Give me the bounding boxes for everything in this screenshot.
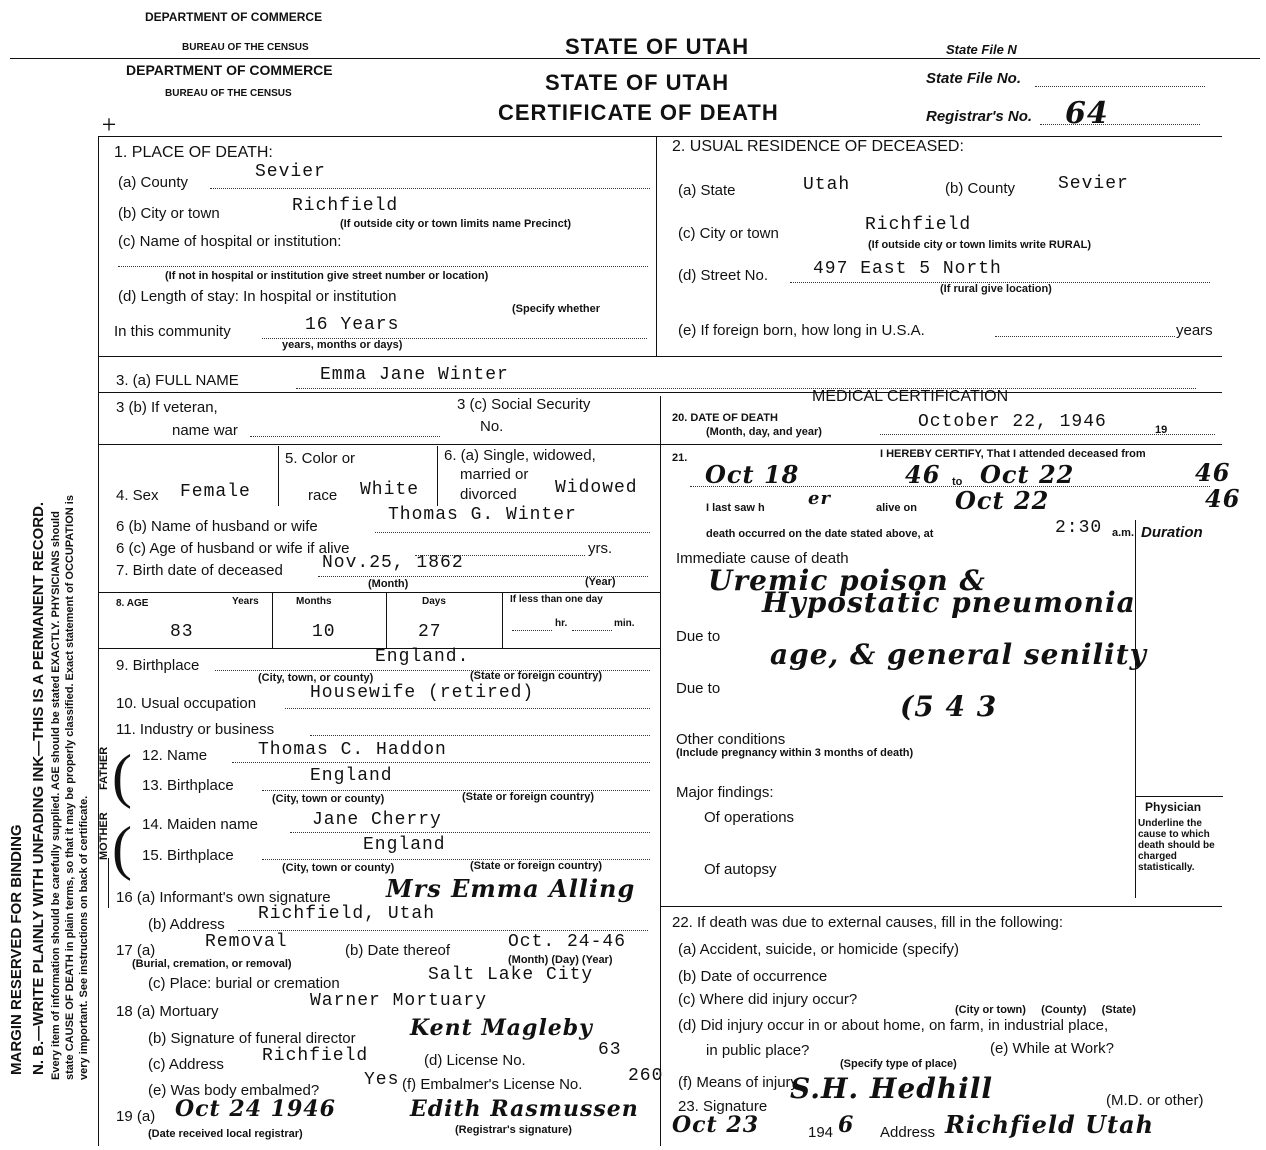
from-year: 46	[905, 460, 941, 489]
mother-birth-label: 15. Birthplace	[142, 847, 234, 864]
mortuary-value: Warner Mortuary	[310, 991, 488, 1011]
disposal-date: Oct. 24-46	[508, 932, 627, 952]
lastsaw-year: 46	[1205, 484, 1241, 513]
marital-value: Widowed	[555, 478, 638, 498]
due2-value: (5 4 3	[900, 690, 998, 723]
embalmer-label: (f) Embalmer's License No.	[402, 1076, 583, 1093]
community-label: In this community	[114, 323, 231, 340]
min-label: min.	[614, 618, 635, 629]
spouse-value: Thomas G. Winter	[388, 505, 577, 525]
sig23-year-hand: 6	[838, 1112, 855, 1138]
disposal-value: Removal	[205, 932, 288, 952]
sig23-address-label: Address	[880, 1124, 936, 1141]
time-value: 2:30	[1055, 518, 1103, 538]
sig23-address: Richfield Utah	[945, 1110, 1155, 1139]
ss-label: 3 (c) Social Security	[457, 396, 591, 413]
age-months-label: Months	[296, 596, 332, 607]
years-label: years	[1176, 322, 1213, 339]
father-state-note: (State or foreign country)	[462, 791, 595, 803]
res-city-label: (c) City or town	[678, 225, 779, 242]
registrar-no: 64	[1065, 96, 1109, 131]
birthplace-label: 9. Birthplace	[116, 657, 200, 674]
bureau: BUREAU OF THE CENSUS	[165, 88, 292, 99]
father-birth-label: 13. Birthplace	[142, 777, 234, 794]
work-label: (e) While at Work?	[990, 1040, 1114, 1057]
residence-heading: 2. USUAL RESIDENCE OF DECEASED:	[672, 138, 964, 155]
other-note: (Include pregnancy within 3 months of death)	[676, 747, 914, 759]
disposal-place: Salt Lake City	[428, 965, 594, 985]
race-label: race	[308, 487, 338, 504]
due1-value: age, & general senility	[770, 638, 1147, 671]
birth-year-note: (Year)	[585, 576, 616, 588]
age-years-value: 83	[170, 622, 194, 642]
city-county-state: (City or town) (County) (State)	[955, 1004, 1136, 1016]
mortuary-label: 18 (a) Mortuary	[116, 1003, 219, 1020]
sig23-label: 23. Signature	[678, 1098, 768, 1115]
city-value: Richfield	[292, 196, 399, 216]
disposal-note: (Burial, cremation, or removal)	[132, 958, 292, 970]
city-label: (b) City or town	[118, 205, 220, 222]
dod-label-1: 20. DATE OF DEATH	[672, 412, 778, 424]
mother-state-note: (State or foreign country)	[470, 860, 603, 872]
race-value: White	[360, 480, 420, 500]
bleed-department: DEPARTMENT OF COMMERCE	[145, 10, 323, 24]
sex-value: Female	[180, 482, 251, 502]
community-note: years, months or days)	[282, 339, 403, 351]
margin-note-2: state CAUSE OF DEATH in plain terms, so that it may be properly classified. Exact statement of OCCUPATION is	[64, 495, 76, 1080]
sig23-value: S.H. Hedhill	[790, 1072, 994, 1105]
informant-sig: Mrs Emma Alling	[386, 874, 636, 903]
birthplace-value: England.	[375, 647, 470, 667]
yrs-label: yrs.	[588, 540, 613, 557]
received-label: 19 (a)	[116, 1108, 156, 1125]
hospital-label: (c) Name of hospital or institution:	[118, 233, 342, 250]
registrar-label: Registrar's No.	[926, 108, 1033, 125]
war-label: name war	[172, 422, 238, 439]
color-label: 5. Color or	[285, 450, 356, 467]
age-label: 8. AGE	[116, 598, 149, 609]
stay-label: (d) Length of stay: In hospital or institution	[118, 288, 397, 305]
cause-1: Uremic poison &	[708, 564, 986, 597]
major-label: Major findings:	[676, 784, 774, 801]
mother-side-label: MOTHER	[98, 812, 110, 860]
industry-label: 11. Industry or business	[116, 721, 275, 738]
operations-label: Of operations	[704, 809, 795, 826]
lessday-label: If less than one day	[510, 594, 603, 605]
margin-note-1: Every item of information should be carefully supplied. AGE should be stated EXACTLY. PHYSICIANS should	[50, 511, 62, 1080]
certificate-title: CERTIFICATE OF DEATH	[498, 100, 779, 125]
dod-label-2: (Month, day, and year)	[706, 426, 822, 438]
street-label: (d) Street No.	[678, 267, 769, 284]
marital-label-1: 6. (a) Single, widowed,	[444, 447, 596, 464]
to-year: 46	[1195, 458, 1231, 487]
director-sig: Kent Magleby	[410, 1015, 593, 1041]
certify-text: I HEREBY CERTIFY, That I attended deceased from	[880, 448, 1146, 460]
age-days-label: Days	[422, 596, 446, 607]
occurred-label: death occurred on the date stated above, at	[706, 528, 934, 540]
md-label: (M.D. or other)	[1106, 1092, 1204, 1109]
bleed-bureau: BUREAU OF THE CENSUS	[182, 42, 309, 53]
street-note: (If rural give location)	[940, 283, 1052, 295]
place-of-death-heading: 1. PLACE OF DEATH:	[114, 144, 273, 161]
age-years-label: Years	[232, 596, 259, 607]
due1-label: Due to	[676, 628, 721, 645]
sig23-date: Oct 23	[672, 1112, 759, 1138]
lastsaw-date: Oct 22	[955, 486, 1050, 515]
embalmer-value: 260	[628, 1066, 664, 1086]
spouse-age-label: 6 (c) Age of husband or wife if alive	[116, 540, 350, 557]
medical-heading: MEDICAL CERTIFICATION	[812, 388, 1009, 405]
res-county-value: Sevier	[1058, 174, 1129, 194]
ss-no-label: No.	[480, 418, 504, 435]
injury-where-label: (c) Where did injury occur?	[678, 991, 858, 1008]
specify-place: (Specify type of place)	[840, 1058, 957, 1070]
age-months-value: 10	[312, 622, 336, 642]
state-file-label: State File No.	[926, 70, 1022, 87]
mother-maiden-value: Jane Cherry	[312, 810, 442, 830]
marital-label-3: divorced	[460, 486, 517, 503]
external-heading: 22. If death was due to external causes, fill in the following:	[672, 914, 1064, 931]
occurrence-label: (b) Date of occurrence	[678, 968, 828, 985]
birth-value: Nov.25, 1862	[322, 553, 464, 573]
father-name-value: Thomas C. Haddon	[258, 740, 447, 760]
dod-value: October 22, 1946	[918, 412, 1107, 432]
received-note: (Date received local registrar)	[148, 1128, 303, 1140]
fullname-label: 3. (a) FULL NAME	[116, 372, 239, 389]
from-date: Oct 18	[705, 460, 800, 489]
father-side-label: FATHER	[98, 746, 110, 790]
birth-month-note: (Month)	[368, 578, 409, 590]
to-date: Oct 22	[980, 460, 1075, 489]
birthplace-state-note: (State or foreign country)	[470, 670, 603, 682]
margin-binding: MARGIN RESERVED FOR BINDING	[8, 824, 25, 1075]
informant-sig-label: 16 (a) Informant's own signature	[116, 889, 331, 906]
bleed-file: State File N	[946, 42, 1017, 57]
accident-label: (a) Accident, suicide, or homicide (specify)	[678, 941, 959, 958]
hospital-note: (If not in hospital or institution give street number or location)	[165, 270, 489, 282]
certify-num: 21.	[672, 452, 688, 464]
am-label: a.m.	[1112, 527, 1135, 539]
physician-note: Underline the cause to which death should be charged statistically.	[1138, 818, 1215, 873]
specify-note: (Specify whether	[512, 303, 601, 315]
injury-home-label: (d) Did injury occur in or about home, on farm, in industrial place,	[678, 1017, 1109, 1034]
mother-city-note: (City, town or county)	[282, 862, 395, 874]
veteran-label: 3 (b) If veteran,	[116, 399, 218, 416]
res-county-label: (b) County	[945, 180, 1016, 197]
state-title: STATE OF UTAH	[545, 70, 730, 95]
director-label: (b) Signature of funeral director	[148, 1030, 356, 1047]
birth-label: 7. Birth date of deceased	[116, 562, 283, 579]
city-note: (If outside city or town limits name Precinct)	[340, 218, 572, 230]
spouse-label: 6 (b) Name of husband or wife	[116, 518, 318, 535]
public-label: in public place?	[706, 1042, 810, 1059]
disposal-date-note: (Month) (Day) (Year)	[508, 954, 613, 966]
embalmed-label: (e) Was body embalmed?	[148, 1082, 320, 1099]
lastsaw-mid: alive on	[876, 502, 917, 514]
margin-mark: +	[100, 110, 118, 139]
duration-label: Duration	[1141, 524, 1203, 541]
registrar-sig: Edith Rasmussen	[410, 1096, 639, 1122]
lastsaw-label: I last saw h	[706, 502, 765, 514]
fullname-value: Emma Jane Winter	[320, 365, 509, 385]
registrar-note: (Registrar's signature)	[455, 1124, 572, 1136]
father-birth-value: England	[310, 766, 393, 786]
disposal-place-label: (c) Place: burial or cremation	[148, 975, 340, 992]
other-label: Other conditions	[676, 731, 786, 748]
mother-birth-value: England	[363, 835, 446, 855]
mother-maiden-label: 14. Maiden name	[142, 816, 258, 833]
to-label: to	[952, 476, 963, 488]
immediate-label: Immediate cause of death	[676, 550, 849, 567]
autopsy-label: Of autopsy	[704, 861, 777, 878]
bleed-state: STATE OF UTAH	[565, 34, 750, 59]
county-label: (a) County	[118, 174, 189, 191]
disposal-label: 17 (a)	[116, 942, 156, 959]
embalmed-value: Yes	[364, 1070, 400, 1090]
marital-label-2: married or	[460, 466, 529, 483]
res-city-value: Richfield	[865, 215, 972, 235]
margin-note-3: very important. See instructions on back of certificate.	[78, 795, 90, 1080]
director-address: Richfield	[262, 1046, 369, 1066]
means-label: (f) Means of injury	[678, 1074, 799, 1091]
county-value: Sevier	[255, 162, 326, 182]
occupation-value: Housewife (retired)	[310, 683, 535, 703]
res-state-label: (a) State	[678, 182, 736, 199]
death-certificate: DEPARTMENT OF COMMERCE BUREAU OF THE CENSUS STATE OF UTAH State File N DEPARTMENT OF COMMERCE BUREAU OF THE CENSUS STATE OF UTAH CERTIFICATE OF DEATH State File No. Registrar's No. 64 + MARGIN RESERVED FOR BINDING N. B.—WRITE PLAINLY WITH UNFADING INK—THIS IS A PERMANENT RECORD. Every item of information should be carefully supplied. AGE should be stated EXACTLY. PHYSICIANS should state CAUSE OF DEATH in plain terms, so that it may be properly classified. Exact statement of OCCUPATION is very important. See instructions on back of certificate. 1. PLACE OF DEATH: (a) County Sevier (b) City or town Richfield (If outside city or town limits name Precinct) (c) Name of hospital or institution: (If not in hospital or institution give street number or location) (d) Length of stay: In hospital or institution (Specify whether In this community 16 Years years, months or days) 2. USUAL RESIDENCE OF DECEASED: (a) State Utah (b) County Sevier (c) City or town Richfield (If outside city or town limits write RURAL) (d) Street No. 497 East 5 North (If rural give location) (e) If foreign born, how long in U.S.A. years 3. (a) FULL NAME Emma Jane Winter 3 (b) If veteran, name war 3 (c) Social Security No. 5. Color or race White 4. Sex Female 6. (a) Single, widowed, married or divorced Widowed 6 (b) Name of husband or wife Thomas G. Winter 6 (c) Age of husband or wife if alive yrs. 7. Birth date of deceased Nov.25, 1862 (Month) (Year) 8. AGE Years Months Days If less than one day 83 10 27 hr. min. 9. Birthplace England. (City, town, or county) (State or foreign country) 10. Usual occupation Housewife (retired) 11. Industry or business FATHER MOTHER ( ( 12. Name Thomas C. Haddon 13. Birthplace England (City, town or county) (State or foreign country) 14. Maiden name Jane Cherry 15. Birthplace England (City, town or county) (State or foreign country) 16 (a) Informant's own signature Mrs Emma Alling (b) Address Richfield, Utah 17 (a) Removal (Burial, cremation, or removal) (b) Date thereof Oct. 24-46 (Month) (Day) (Year) (c) Place: burial or cremation Salt Lake City 18 (a) Mortuary Warner Mortuary (b) Signature of funeral director Kent Magleby (c) Address Richfield (d) License No. 63 (e) Was body embalmed? Yes (f) Embalmer's License No. 260 19 (a) Oct 24 1946 Edith Rasmussen (Date received local registrar) (Registrar's signature) MEDICAL CERTIFICATION 20. DATE OF DEATH (Month, day, and year) October 22, 1946 19 21. I HEREBY CERTIFY, That I attended deceased from Oct 18 46 to Oct 22 46 I last saw h er alive on Oct 22 46 death occurred on the date stated above, at 2:30 a.m. Duration Immediate cause of death Uremic poison & Hypostatic pneumonia Due to age, & general senility Due to (5 4 3 Other conditions (Include pregnancy within 3 months of death) Major findings: Of operations Of autopsy Physician Underline the cause to which death should be charged statistically. 22. If death was due to external causes, fill in the following: (a) Accident, suicide, or homicide (specify) (b) Date of occurrence (c) Where did injury occur? (City or town) (County) (State) (d) Did injury occur in or about home, on farm, in industrial place, in public place? (Specify type of place) (e) While at Work? (f) Means of injury 23. Signature S.H. Hedhill (M.D. or other) Oct 23 194 6 Address Richfield Utah	[0, 0, 1266, 1150]
age-days-value: 27	[418, 622, 442, 642]
license-label: (d) License No.	[424, 1052, 526, 1069]
hr-label: hr.	[555, 618, 568, 629]
sex-label: 4. Sex	[116, 487, 159, 504]
father-name-label: 12. Name	[142, 747, 208, 764]
street-value: 497 East 5 North	[813, 259, 1002, 279]
received-date: Oct 24 1946	[175, 1096, 336, 1122]
father-city-note: (City, town or county)	[272, 793, 385, 805]
physician-heading: Physician	[1145, 800, 1202, 814]
res-state-value: Utah	[803, 175, 851, 195]
community-value: 16 Years	[305, 315, 400, 335]
due2-label: Due to	[676, 680, 721, 697]
dod-nineteen: 19	[1155, 424, 1168, 436]
birthplace-city-note: (City, town, or county)	[258, 672, 374, 684]
sig23-year: 194	[808, 1124, 834, 1141]
informant-address-label: (b) Address	[148, 916, 225, 933]
disposal-date-label: (b) Date thereof	[345, 942, 451, 959]
bleed-line	[10, 58, 1260, 59]
foreign-label: (e) If foreign born, how long in U.S.A.	[678, 322, 925, 339]
occupation-label: 10. Usual occupation	[116, 695, 257, 712]
license-value: 63	[598, 1040, 622, 1060]
margin-instructions: N. B.—WRITE PLAINLY WITH UNFADING INK—THIS IS A PERMANENT RECORD.	[30, 501, 47, 1075]
cause-2: Hypostatic pneumonia	[762, 586, 1136, 619]
department: DEPARTMENT OF COMMERCE	[126, 62, 333, 78]
informant-address: Richfield, Utah	[258, 904, 436, 924]
res-city-note: (If outside city or town limits write RURAL)	[868, 239, 1092, 251]
director-address-label: (c) Address	[148, 1056, 224, 1073]
lastsaw-who: er	[808, 488, 831, 509]
